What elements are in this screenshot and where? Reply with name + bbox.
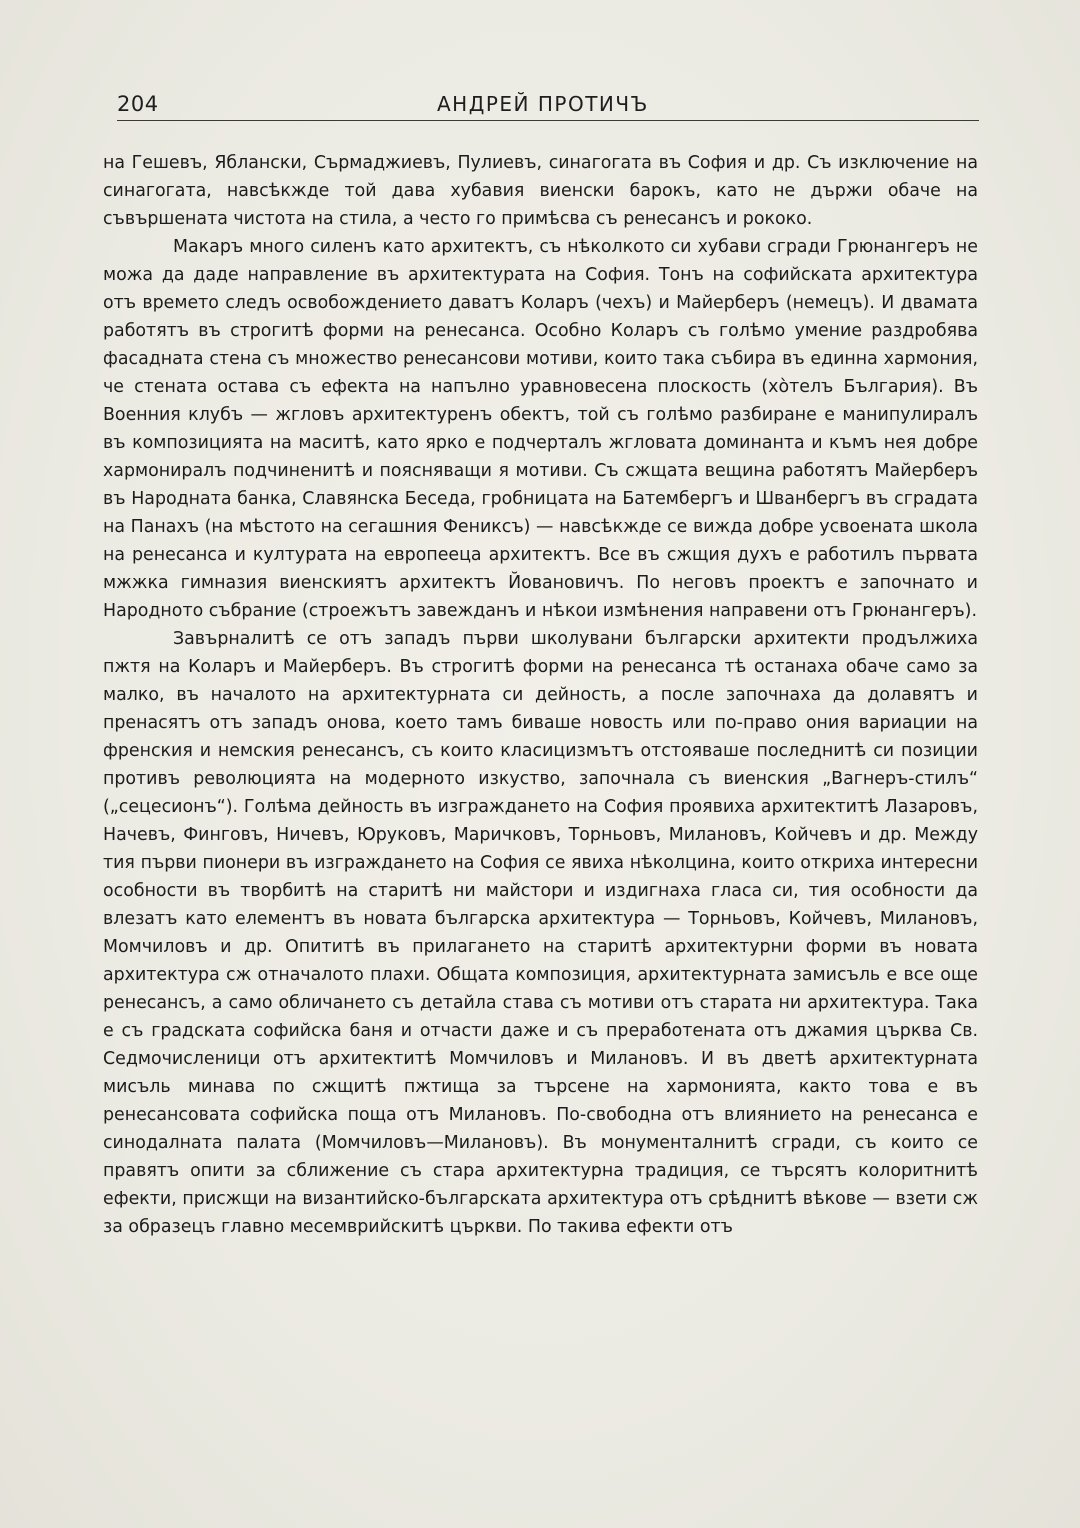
running-head: АНДРЕЙ ПРОТИЧЪ	[437, 92, 649, 116]
paragraph-2: Макаръ много силенъ като архитектъ, съ нѣколкото си хубави сгради Грюнангеръ не можа да даде направление въ архитектурата на София. Тонъ на софийската архитектура отъ времето следъ освобождението даватъ Коларъ (чехъ) и Майерберъ (немецъ). И двамата работятъ въ строгитѣ форми на ренесанса. Особно Коларъ съ голѣмо умение раздробява фасадната стена съ множество ренесансови мотиви, които така събира въ единна хармония, че стената остава съ ефекта на напълно уравновесена плоскость (хо̀телъ България). Въ Военния клубъ — жгловъ архитектуренъ обектъ, той съ голѣмо разбиране е манипулиралъ въ композицията на маситѣ, като ярко е подчерталъ жгловата доминанта и къмъ нея добре хармониралъ подчиненитѣ и поясняващи я мотиви. Съ сжщата вещина работятъ Майерберъ въ Народната банка, Славянска Беседа, гробницата на Батембергъ и Шванбергъ въ сградата на Панахъ (на мѣстото на сегашния Фениксъ) — навсѣкжде се вижда добре усвоената школа на ренесанса и културата на европееца архитектъ. Все въ сжщия духъ е работилъ първата мжжка гимназия виенскиятъ архитектъ Йовановичъ. По неговъ проектъ е започнато и Народното събрание (строежътъ завежданъ и нѣкои измѣнения направени отъ Грюнангеръ).	[103, 237, 978, 621]
page-number: 204	[117, 92, 159, 116]
page-header	[117, 86, 979, 121]
paragraph-1: на Гешевъ, Яблански, Сърмаджиевъ, Пулиевъ, синагогата въ София и др. Съ изключение на синагогата, навсѣкжде той дава хубавия виенски барокъ, като не държи обаче на съвършената чистота на стила, а често го примѣсва съ ренесансъ и рококо.	[103, 153, 978, 229]
paragraph-3: Завърналитѣ се отъ западъ първи школувани български архитекти продължиха пжтя на Коларъ и Майерберъ. Въ строгитѣ форми на ренесанса тѣ останаха обаче само за малко, въ началото на архитектурната си дейность, а после започнаха да долавятъ и пренасятъ отъ западъ онова, което тамъ биваше новость или по-право ония вариации на френския и немския ренесансъ, съ които класицизмътъ отстояваше последнитѣ си позиции противъ революцията на модерното изкуство, започнала съ виенския „Вагнеръ-стилъ“ („сецесионъ“). Голѣма дейность въ изграждането на София проявиха архитектитѣ Лазаровъ, Начевъ, Финговъ, Ничевъ, Юруковъ, Маричковъ, Торньовъ, Милановъ, Койчевъ и др. Между тия първи пионери въ изграждането на София се явиха нѣколцина, които откриха интересни особности въ творбитѣ на старитѣ ни майстори и издигнаха гласа си, тия особности да влезатъ като елементъ въ новата българска архитектура — Торньовъ, Койчевъ, Милановъ, Момчиловъ и др. Опититѣ въ прилагането на старитѣ архитектурни форми въ новата архитектура сж отначалото плахи. Общата композиция, архитектурната замисъль е все още ренесансъ, а само обличането съ детайла става съ мотиви отъ старата ни архитектура. Така е съ градската софийска баня и отчасти даже и съ преработената отъ джамия църква Св. Седмочисленици отъ архитектитѣ Момчиловъ и Милановъ. И въ дветѣ архитектурната мисъль минава по сжщитѣ пжтища за търсене на хармонията, както това е въ ренесансовата софийска поща отъ Милановъ. По-свободна отъ влиянието на ренесанса е синодалната палата (Момчиловъ—Милановъ). Въ монументалнитѣ сгради, съ които се правятъ опити за сближение съ стара архитектурна традиция, се търсятъ колоритнитѣ ефекти, присжщи на византийско-българската архитектура отъ срѣднитѣ вѣкове — взети сж за образецъ главно месемврийскитѣ църкви. По такива ефекти отъ	[103, 629, 978, 1237]
body-text	[103, 149, 978, 1241]
